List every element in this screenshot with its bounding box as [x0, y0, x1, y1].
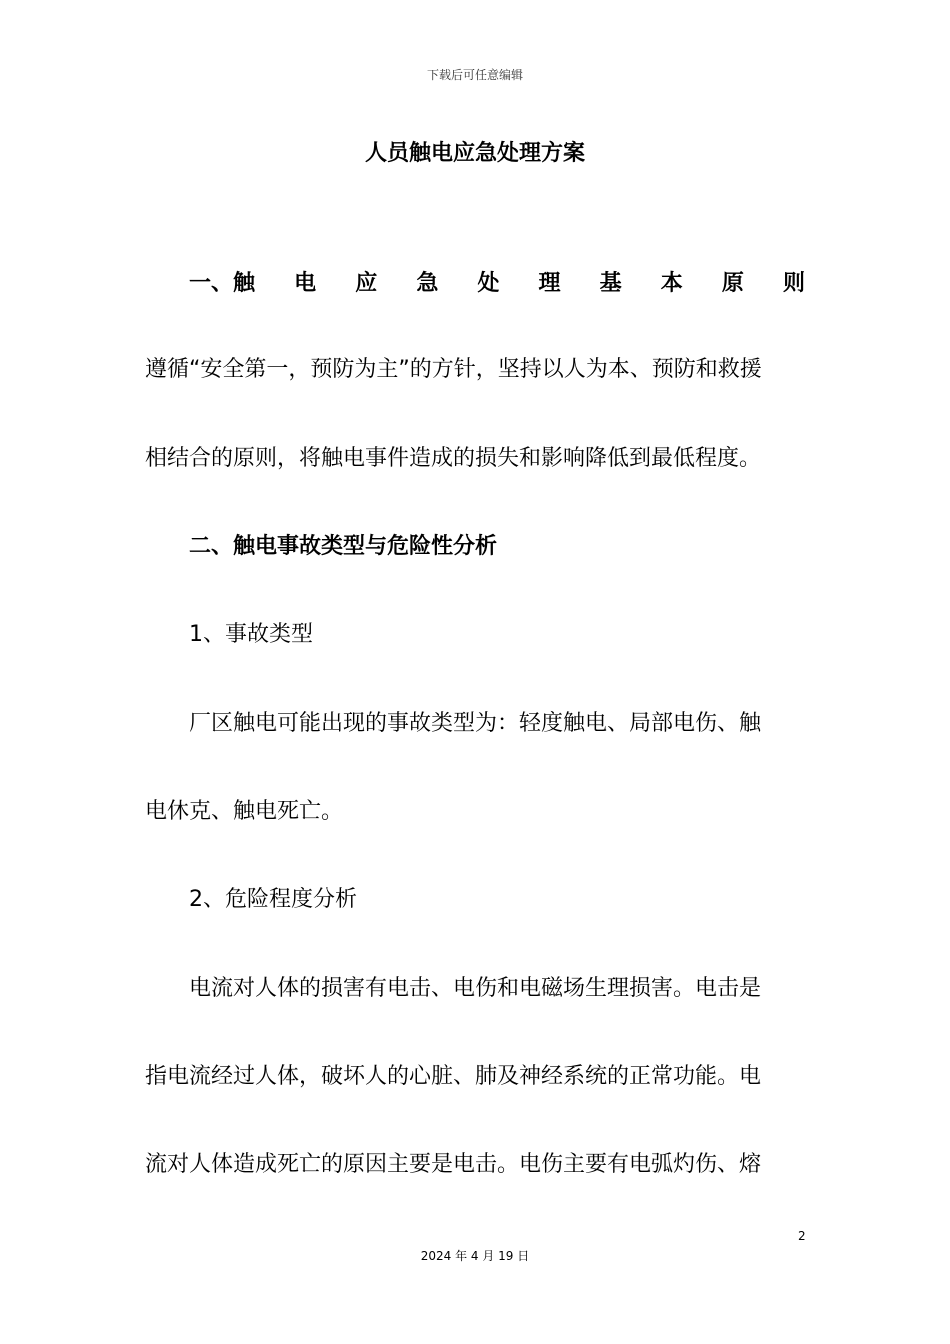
heading-char: 本: [660, 271, 683, 296]
document-title: 人员触电应急处理方案: [364, 141, 585, 166]
paragraph-line: 指电流经过人体，破坏人的心脏、肺及神经系统的正常功能。电: [145, 1064, 762, 1089]
section-heading-1: [189, 269, 805, 299]
header-note: 下载后可任意编辑: [426, 68, 523, 82]
heading-char: 电: [294, 271, 317, 296]
heading-char: 应: [355, 271, 378, 296]
heading-char: 基: [599, 271, 622, 296]
heading-char: 急: [416, 271, 439, 296]
paragraph-line: 遵循“安全第一，预防为主”的方针，坚持以人为本、预防和救援: [145, 357, 762, 382]
page-number: 2: [798, 1229, 806, 1243]
footer-date: 2024 年 4 月 19 日: [420, 1249, 530, 1263]
paragraph-line: 电流对人体的损害有电击、电伤和电磁场生理损害。电击是: [189, 976, 762, 1001]
paragraph-line: 厂区触电可能出现的事故类型为：轻度触电、局部电伤、触: [189, 711, 762, 736]
paragraph-line: 相结合的原则，将触电事件造成的损失和影响降低到最低程度。: [145, 446, 762, 471]
subsection-heading-2: 2、危险程度分析: [189, 887, 357, 912]
heading-char: 理: [538, 271, 561, 296]
subsection-heading-1: 1、事故类型: [189, 622, 313, 647]
paragraph-line: 流对人体造成死亡的原因主要是电击。电伤主要有电弧灼伤、熔: [145, 1152, 762, 1177]
paragraph-line: 电休克、触电死亡。: [145, 799, 344, 824]
section-heading-2: 二、触电事故类型与危险性分析: [189, 534, 498, 559]
heading-char: 原: [721, 271, 744, 296]
heading-char: 则: [782, 271, 805, 296]
heading-char: 处: [477, 271, 500, 296]
heading-char: 一、触: [189, 271, 256, 296]
